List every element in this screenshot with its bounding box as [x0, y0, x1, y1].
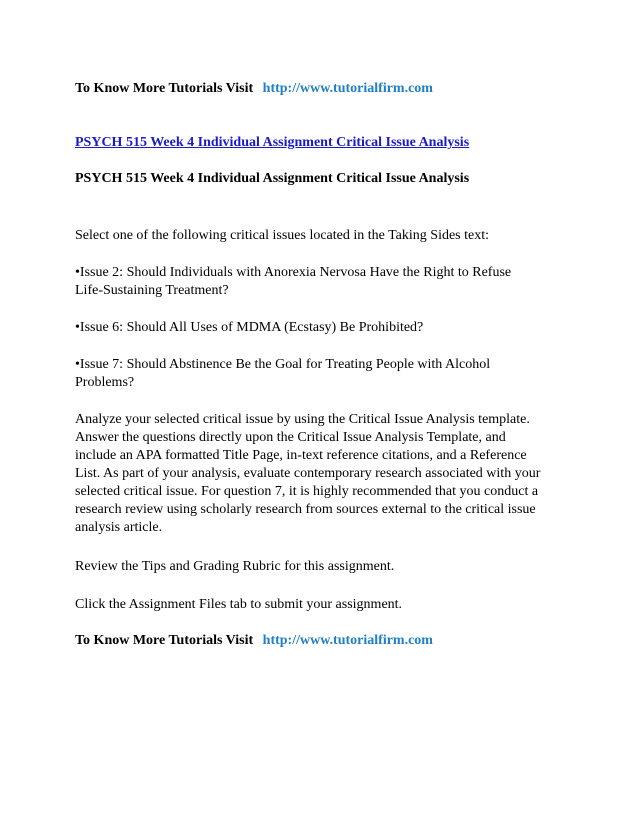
- intro-text: Select one of the following critical issues located in the Taking Sides text:: [75, 228, 489, 243]
- analysis-paragraph: [75, 411, 575, 537]
- header-label: To Know More Tutorials Visit: [75, 81, 254, 96]
- issue-item: [75, 264, 575, 300]
- header-line: [75, 80, 575, 98]
- issue-line: •Issue 7: Should Abstinence Be the Goal for Treating People with Alcohol: [75, 357, 491, 372]
- analysis-line: selected critical issue. For question 7, it is highly recommended that you conduct a: [75, 484, 539, 499]
- analysis-line: Answer the questions directly upon the Critical Issue Analysis Template, and: [75, 430, 506, 445]
- issue-line: Problems?: [75, 375, 135, 390]
- review-text: Review the Tips and Grading Rubric for this assignment.: [75, 559, 395, 574]
- issue-line: Life-Sustaining Treatment?: [75, 283, 229, 298]
- issue-item: [75, 356, 575, 392]
- submit-text: Click the Assignment Files tab to submit your assignment.: [75, 597, 403, 612]
- analysis-line: Analyze your selected critical issue by using the Critical Issue Analysis template.: [75, 412, 530, 427]
- footer-label: To Know More Tutorials Visit: [75, 633, 254, 648]
- header-url-link[interactable]: http://www.tutorialfirm.com: [262, 81, 433, 96]
- title-link-line: [75, 134, 575, 152]
- issue-line: •Issue 2: Should Individuals with Anorexia Nervosa Have the Right to Refuse: [75, 265, 512, 280]
- analysis-line: include an APA formatted Title Page, in-text reference citations, and a Reference: [75, 448, 527, 463]
- footer-line: [75, 632, 575, 650]
- document-title: PSYCH 515 Week 4 Individual Assignment Critical Issue Analysis: [75, 171, 470, 186]
- title-link[interactable]: PSYCH 515 Week 4 Individual Assignment Critical Issue Analysis: [75, 135, 470, 150]
- issue-line: •Issue 6: Should All Uses of MDMA (Ecstasy) Be Prohibited?: [75, 320, 424, 335]
- issue-item: [75, 319, 575, 337]
- analysis-line: List. As part of your analysis, evaluate contemporary research associated with your: [75, 466, 541, 481]
- analysis-line: analysis article.: [75, 520, 163, 535]
- analysis-line: research review using scholarly research from sources external to the critical issue: [75, 502, 536, 517]
- footer-url-link[interactable]: http://www.tutorialfirm.com: [262, 633, 433, 648]
